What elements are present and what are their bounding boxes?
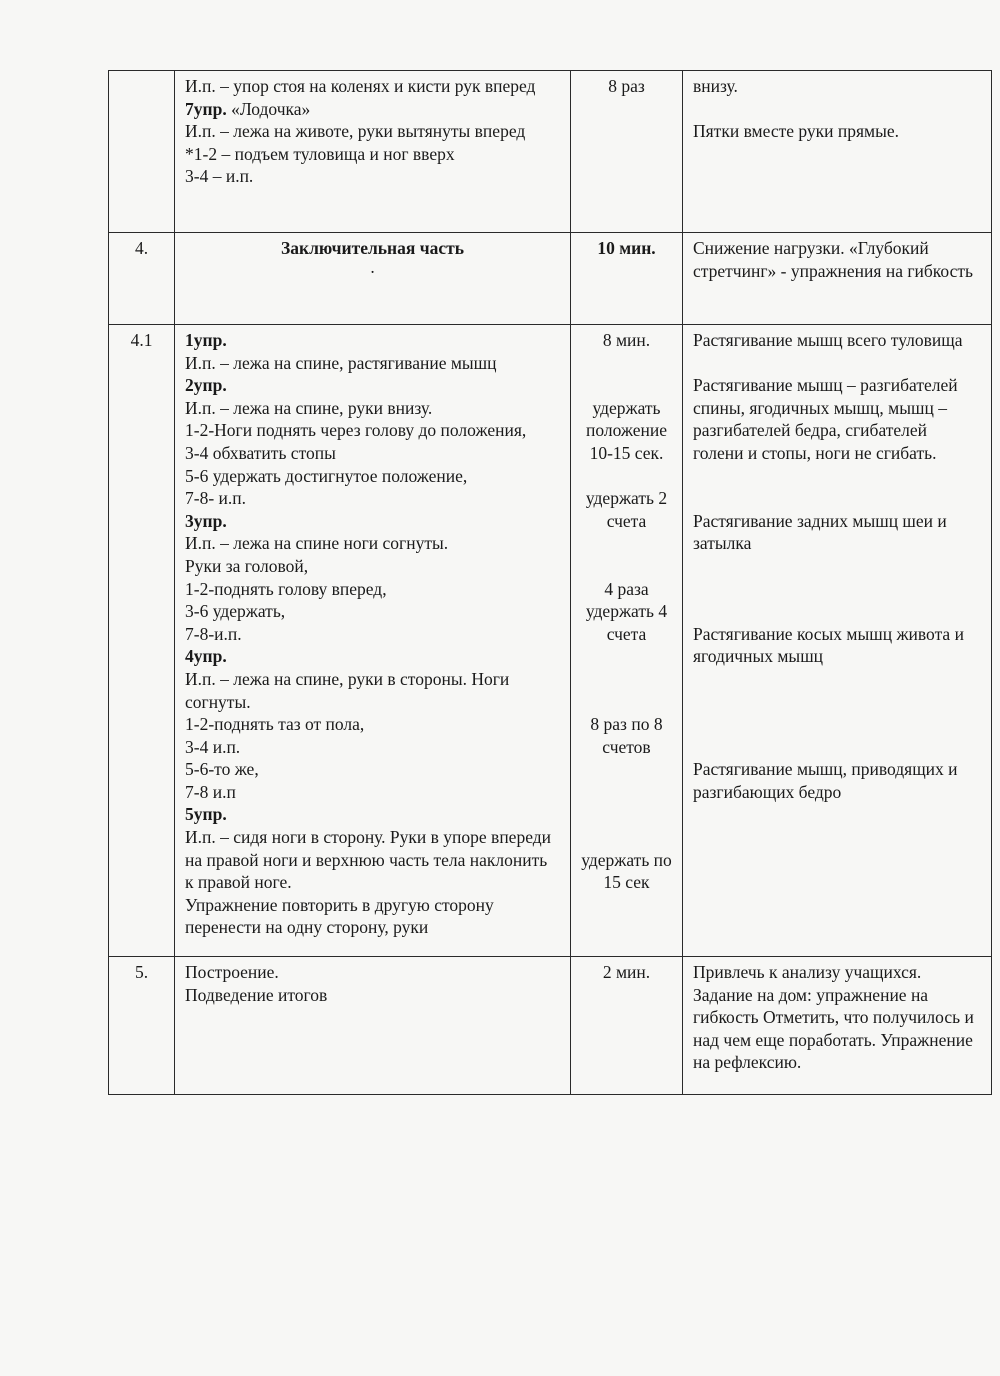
- content-line: 7-8-и.п.: [185, 623, 242, 644]
- notes-cell: Снижение нагрузки. «Глубокий стретчинг» - упражнения на гибкость: [683, 233, 992, 325]
- spacer: [693, 691, 981, 714]
- content-line: 5-6-то же,: [185, 759, 259, 780]
- duration-line: 8 раз: [608, 76, 645, 96]
- content-line: 3-6 удержать,: [185, 601, 286, 622]
- stray-dot: .: [370, 256, 375, 277]
- content-line: 5-6 удержать достигнутое положение,: [185, 465, 468, 486]
- content-line: Упражнение повторить в другую сторону перенести на одну сторону, руки: [185, 894, 494, 938]
- spacer: [581, 668, 672, 691]
- exercise-title: 2упр.: [185, 375, 227, 396]
- exercise-title: 3упр.: [185, 510, 227, 531]
- exercise-content: [175, 325, 571, 957]
- spacer: [581, 758, 672, 781]
- spacer: [693, 555, 981, 578]
- note-line: Пятки вместе руки прямые.: [693, 121, 900, 142]
- content-line: 3-4 – и.п.: [185, 166, 254, 187]
- spacer: [581, 645, 672, 668]
- spacer: [693, 578, 981, 601]
- content-line: 1-2-поднять таз от пола,: [185, 714, 365, 735]
- content-line: И.п. – лежа на спине, руки внизу.: [185, 397, 433, 418]
- content-line: И.п. – лежа на спине, руки в стороны. Ноги согнуты.: [185, 668, 510, 712]
- spacer: [581, 374, 672, 397]
- content-line: Руки за головой,: [185, 555, 309, 576]
- duration-line: 8 мин.: [602, 330, 651, 350]
- row-number: [109, 71, 175, 233]
- exercise-title: 7упр.: [185, 98, 227, 119]
- note-line: Растягивание задних мышц шеи и затылка: [693, 510, 947, 554]
- note-line: Растягивание мышц, приводящих и разгибающих бедро: [693, 759, 958, 802]
- exercise-title: 1упр.: [185, 330, 227, 350]
- table-row-section-4: [109, 233, 992, 325]
- table-row-section-4-1: [109, 325, 992, 957]
- spacer: [581, 781, 672, 804]
- duration-line: удержать положение 10-15 сек.: [585, 397, 668, 463]
- note-line: внизу.: [693, 76, 738, 96]
- duration-line: 4 раза удержать 4 счета: [585, 578, 668, 644]
- lesson-plan-table: [108, 70, 992, 1095]
- note-line: Растягивание косых мышц живота и ягодичных мышц: [693, 623, 964, 667]
- content-line: 1-2-поднять голову вперед,: [185, 578, 387, 599]
- content-line: 1-2-Ноги поднять через голову до положения,: [185, 420, 527, 441]
- content-line: И.п. – упор стоя на коленях и кисти рук вперед: [185, 76, 536, 96]
- exercise-heading: [185, 98, 560, 121]
- content-line: Подведение итогов: [185, 984, 328, 1005]
- content-line: 7-8- и.п.: [185, 488, 247, 509]
- duration-line: 8 раз по 8 счетов: [590, 714, 663, 757]
- content-line: 3-4 обхватить стопы: [185, 442, 336, 463]
- spacer: [693, 736, 981, 759]
- row-number: 4.1: [109, 325, 175, 957]
- exercise-title: 5упр.: [185, 804, 227, 825]
- content-line: И.п. – лежа на спине ноги согнуты.: [185, 533, 449, 554]
- spacer: [693, 713, 981, 736]
- content-line: Построение.: [185, 962, 279, 982]
- section-title: Заключительная часть: [281, 238, 464, 258]
- content-line: *1-2 – подъем туловища и ног вверх: [185, 143, 455, 164]
- spacer: [693, 465, 981, 488]
- notes-cell: [683, 71, 992, 233]
- note-line: Растягивание мышц – разгибателей спины, ягодичных мышц, мышц – разгибателей бедра, сгибателей голени и стопы, ноги не сгибать.: [693, 375, 958, 463]
- content-line: 3-4 и.п.: [185, 736, 241, 757]
- exercise-title-rest: «Лодочка»: [226, 98, 311, 119]
- table-row-continuation: [109, 71, 992, 233]
- spacer: [693, 668, 981, 691]
- notes-cell: [683, 325, 992, 957]
- content-line: 7-8 и.п: [185, 781, 236, 802]
- section-header-cell: [175, 233, 571, 325]
- spacer: [693, 600, 981, 623]
- spacer: [581, 826, 672, 849]
- spacer: [581, 465, 672, 488]
- table-row-section-5: [109, 957, 992, 1095]
- duration-line: удержать 2 счета: [585, 488, 668, 531]
- spacer: [693, 352, 981, 375]
- exercise-content: [175, 71, 571, 233]
- spacer: [581, 352, 672, 375]
- row-number: 4.: [109, 233, 175, 325]
- spacer: [693, 487, 981, 510]
- duration-cell: [571, 957, 683, 1095]
- duration-cell: [571, 325, 683, 957]
- content-line: И.п. – лежа на животе, руки вытянуты вперед: [185, 121, 526, 142]
- row-number: 5.: [109, 957, 175, 1095]
- notes-cell: [683, 957, 992, 1095]
- spacer: [581, 532, 672, 555]
- duration-cell: [571, 71, 683, 233]
- spacer: [581, 555, 672, 578]
- content-line: И.п. – сидя ноги в сторону. Руки в упоре впереди на правой ноги и верхнюю часть тела наклонить к правой ноге.: [185, 827, 552, 893]
- duration-cell: 10 мин.: [571, 233, 683, 325]
- exercise-title: 4упр.: [185, 646, 227, 667]
- duration-line: 2 мин.: [602, 962, 651, 982]
- note-line: [693, 98, 981, 121]
- note-line: Растягивание мышц всего туловища: [693, 330, 963, 350]
- duration-line: удержать по 15 сек: [581, 849, 672, 893]
- content-line: И.п. – лежа на спине, растягивание мышц: [185, 352, 497, 373]
- spacer: [581, 803, 672, 826]
- spacer: [581, 691, 672, 714]
- note-line: Привлечь к анализу учащихся. Задание на дом: упражнение на гибкость Отметить, что получилось и над чем еще поработать. Упражнение на рефлексию.: [693, 962, 974, 1073]
- exercise-content: [175, 957, 571, 1095]
